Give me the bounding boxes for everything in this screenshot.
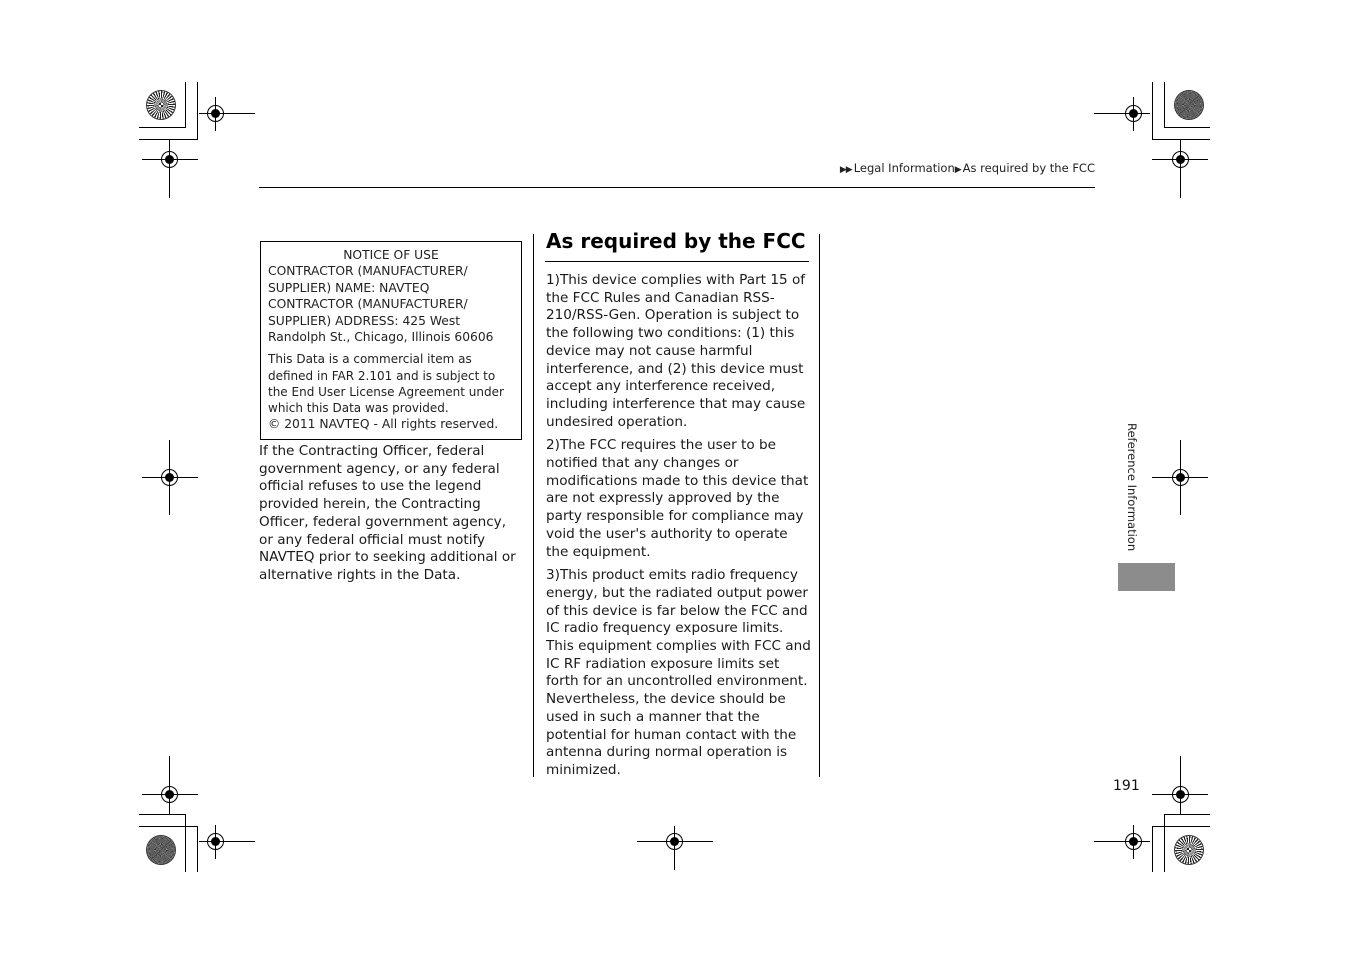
color-wheel-mark-bottom-right (1175, 836, 1203, 864)
title-rule (545, 261, 809, 262)
breadcrumb-section[interactable]: Legal Information (853, 161, 955, 175)
fcc-paragraph: 3)This product emits radio frequency energy, but the radiated output power of this device is far below the FCC and IC radio frequency exposure limits. This equipment complies with FCC and IC RF radiation exposure limits set forth for an uncontrolled environment. Nevertheless, the device should be used in such a manner that the potential for human contact with the antenna during normal operation is minimized. (546, 567, 811, 778)
color-wheel-mark-top-left (147, 91, 175, 119)
color-wheel-mark-top-right (1175, 91, 1203, 119)
copyright-text: © 2011 NAVTEQ - All rights reserved. (268, 417, 499, 432)
contractor-name: CONTRACTOR (MANUFACTURER/ SUPPLIER) NAME: NAVTEQ (268, 264, 468, 295)
double-arrow-icon: ▶▶ (839, 165, 852, 175)
notice-title: NOTICE OF USE (343, 248, 439, 262)
contractor-address: CONTRACTOR (MANUFACTURER/ SUPPLIER) ADDRESS: 425 West Randolph St., Chicago, Illinois 60606 (268, 297, 494, 345)
side-tab-label[interactable]: Reference Information (1125, 423, 1139, 552)
breadcrumb-topic[interactable]: As required by the FCC (962, 161, 1095, 175)
side-tab-marker (1118, 563, 1175, 591)
commercial-item-text: This Data is a commercial item as defined in FAR 2.101 and is subject to the End User License Agreement under which this Data was provided. (268, 352, 504, 416)
page-number: 191 (1113, 778, 1140, 794)
fcc-paragraph: 1)This device complies with Part 15 of the FCC Rules and Canadian RSS-210/RSS-Gen. Operation is subject to the following two conditions: (1) this device may not cause harmful interference, and (2) this device must accept any interference received, including interference that may cause undesired operation. (546, 272, 806, 430)
color-wheel-mark-bottom-left (147, 836, 175, 864)
section-title: As required by the FCC (546, 229, 806, 253)
fcc-paragraph: 2)The FCC requires the user to be notified that any changes or modifications made to this device that are not expressly approved by the party responsible for compliance may void the user's authority to operate the equipment. (546, 437, 809, 560)
breadcrumb (840, 161, 1095, 175)
column-divider (819, 234, 820, 777)
contracting-officer-paragraph: If the Contracting Officer, federal government agency, or any federal official refuses to use the legend provided herein, the Contracting Officer, federal government agency, or any federal official must notify NAVTEQ prior to seeking additional or alternative rights in the Data. (259, 443, 516, 583)
column-divider (533, 234, 534, 777)
header-rule (259, 187, 1095, 188)
fcc-section-body (546, 272, 811, 786)
notice-of-use-box (260, 241, 522, 440)
arrow-icon: ▶ (954, 165, 961, 175)
